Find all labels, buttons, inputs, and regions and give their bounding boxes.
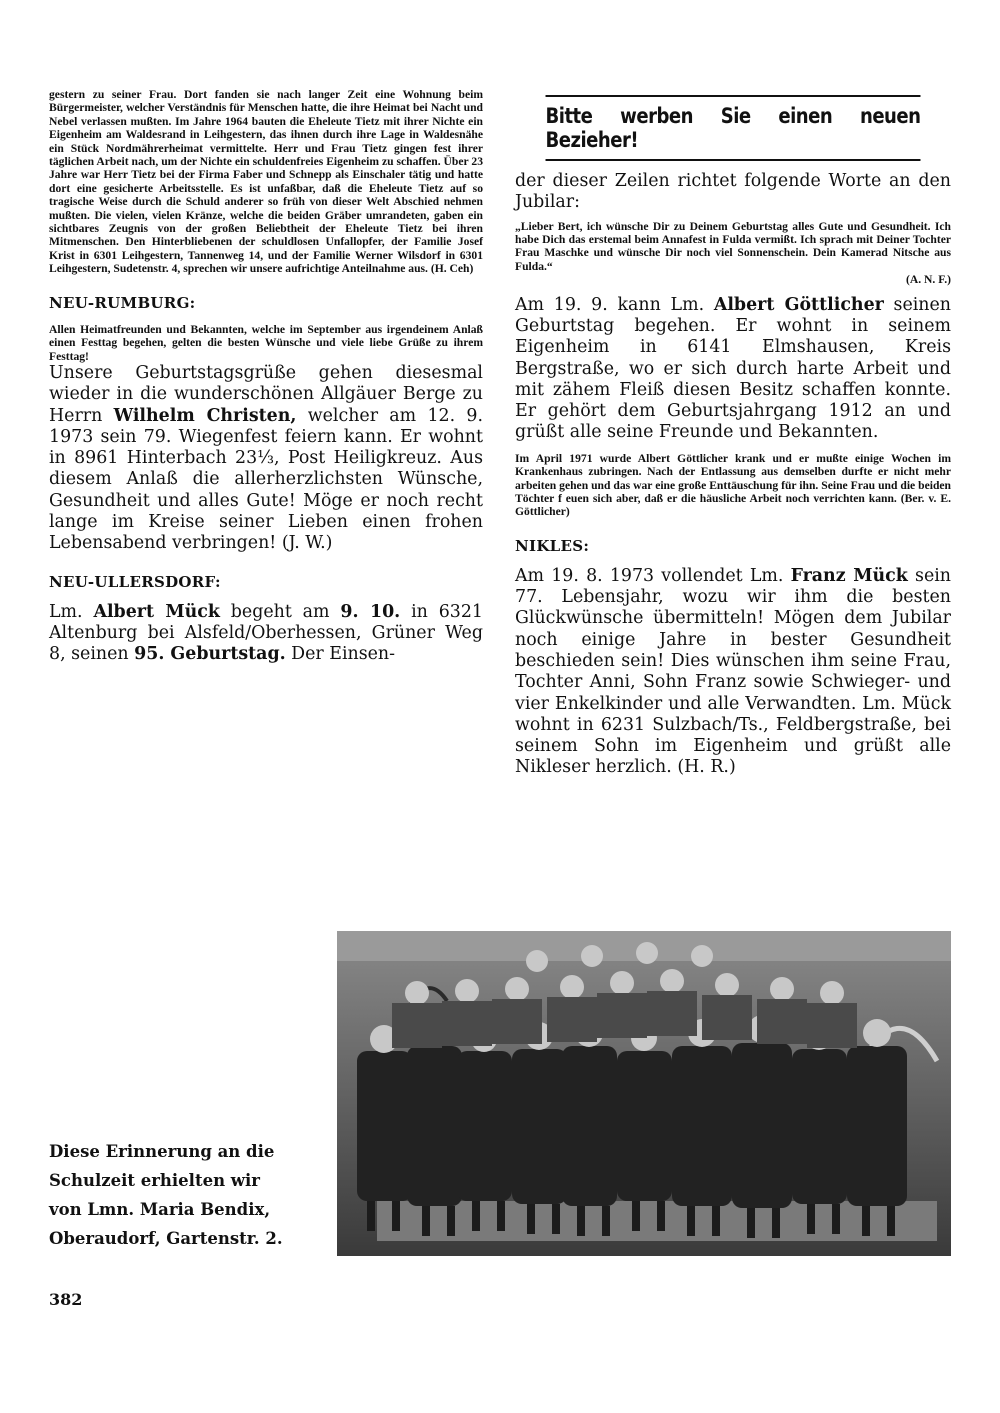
section-heading-nikles: NIKLES: <box>515 536 590 555</box>
neu-rumburg-birthday-text: Unsere Geburtstagsgrüße gehen diesesmal wieder in die wunderschönen Allgäuer Berge zu Herrn Wilhelm Christen, welcher am 12. 9. 1973 sein 79. Wiegenfest feiern kann. Er wohnt in 8961 Hinterbach 23⅓, Post Heiligkreuz. Aus diesem Anlaß die allerherzlichsten Wünsche, Gesundheit und alles Gute! Möge er noch recht lange im Kreise seiner Lieben einen frohen Lebensabend verbringen! (J. W.) <box>49 362 483 554</box>
caption-line: Schulzeit erhielten wir <box>49 1171 260 1190</box>
school-class-photo-illustration <box>337 931 951 1256</box>
school-class-photo <box>337 931 951 1256</box>
goettlicher-illness-text: Im April 1971 wurde Albert Göttlicher krank und er mußte einige Wochen im Krankenhaus zubringen. Nach der Entlassung aus demselben durfte er nicht mehr arbeiten gehen und das war eine große Enttäuschung für ihn. Seine Frau und die beiden Töchter f euen sich aber, daß er die häusliche Arbeit noch verrichten kann. (Ber. v. E. Göttlicher) <box>515 451 951 519</box>
caption-line: Diese Erinnerung an die <box>49 1142 275 1161</box>
section-heading-neu-ullersdorf: NEU-ULLERSDORF: <box>49 572 221 591</box>
continuation-text: der dieser Zeilen richtet folgende Worte an den Jubilar: <box>515 171 951 213</box>
page-number: 382 <box>49 1290 83 1309</box>
left-column <box>49 88 483 665</box>
goettlicher-birthday-text: Am 19. 9. kann Lm. Albert Göttlicher seinen Geburtstag begehen. Er wohnt in seinem Eigenheim in 6141 Elmshausen, Kreis Bergstraße, wo er sich durch harte Arbeit und mit zähem Fleiß diesen Besitz schaffen konnte. Er gehört dem Geburtsjahrgang 1912 an und grüßt alle seine Freunde und Bekannten. <box>515 294 951 443</box>
nikles-birthday-text: Am 19. 8. 1973 vollendet Lm. Franz Mück sein 77. Lebensjahr, wozu wir ihm die besten Glückwünsche übermitteln! Mögen dem Jubilar noch einige Jahre in bester Gesundheit beschieden sein! Dies wünschen ihm seine Frau, Tochter Anni, Sohn Franz sowie Schwieger- und vier Enkelkinder und alle Verwandten. Lm. Mück wohnt in 6231 Sulzbach/Ts., Feldbergstraße, bei seinem Sohn im Eigenheim und grüßt alle Nikleser herzlich. (H. R.) <box>515 565 951 778</box>
photo-caption <box>49 1137 319 1253</box>
section-heading-neu-rumburg: NEU-RUMBURG: <box>49 293 196 312</box>
neu-ullersdorf-text: Lm. Albert Mück begeht am 9. 10. in 6321 Altenburg bei Alsfeld/Oberhessen, Grüner Weg 8, seinen 95. Geburtstag. Der Einsen- <box>49 601 483 665</box>
neu-rumburg-intro: Allen Heimatfreunden und Bekannten, welche im September aus irgendeinem Anlaß einen Festtag begehen, gelten die besten Wünsche und viele liebe Grüße zu ihrem Festtag! <box>49 322 483 363</box>
banner-box <box>515 95 951 161</box>
caption-line: von Lmn. Maria Bendix, <box>49 1200 271 1219</box>
greeting-signature: (A. N. F.) <box>906 273 951 287</box>
right-column <box>515 88 951 779</box>
article-tietz-text: gestern zu seiner Frau. Dort fanden sie nach langer Zeit eine Wohnung beim Bürgermeister, welcher Verständnis für Menschen hatte, die ihre Heimat bei Nacht und Nebel verlassen mußten. Im Jahre 1964 bauten die Eheleute Tietz mit ihrer Nichte ein Eigenheim am Waldesrand in Leihgestern, das ihnen durch ihre Lage in Waldesnähe ein Stück Nordmährerheimat vermittelte. Herr und Frau Tietz gingen fest ihrer täglichen Arbeit nach, um der Nichte ein schuldenfreies Eigenheim zu schaffen. Über 23 Jahre war Herr Tietz bei der Firma Faber und Schnepp als Einschaler tätig und hatte dort eine gesicherte Arbeitsstelle. Es ist unfaßbar, daß die Eheleute Tietz auf so tragische Weise durch die Schuld anderer so früh von dieser Welt Abschied nehmen mußten. Die vielen, vielen Kränze, welche die beiden Gräber umrandeten, gaben ein sichtbares Zeugnis von der großen Beliebtheit der Eheleute Tietz bei ihren Mitmenschen. Den Hinterbliebenen der schuldlosen Unfallopfer, der Familie Josef Krist in 6301 Leihgestern, Tannenweg 14, und der Familie Werner Wilsdorf in 6301 Leihgestern, Sudetenstr. 4, sprechen wir unsere aufrichtige Anteilnahme aus. (H. Ceh) <box>49 88 483 276</box>
caption-line: Oberaudorf, Gartenstr. 2. <box>49 1229 283 1248</box>
greeting-letter: „Lieber Bert, ich wünsche Dir zu Deinem Geburtstag alles Gute und Gesundheit. Ich habe Dich das erstemal beim Annafest in Fulda vermißt. Ich sprach mit Deiner Tochter Frau Maschke und wünsche Dir noch viel Sonnenschein. Dein Kamerad Nitsche aus Fulda.“ <box>515 219 951 273</box>
subscription-banner: Bitte werben Sie einen neuen Bezieher! <box>546 95 921 161</box>
